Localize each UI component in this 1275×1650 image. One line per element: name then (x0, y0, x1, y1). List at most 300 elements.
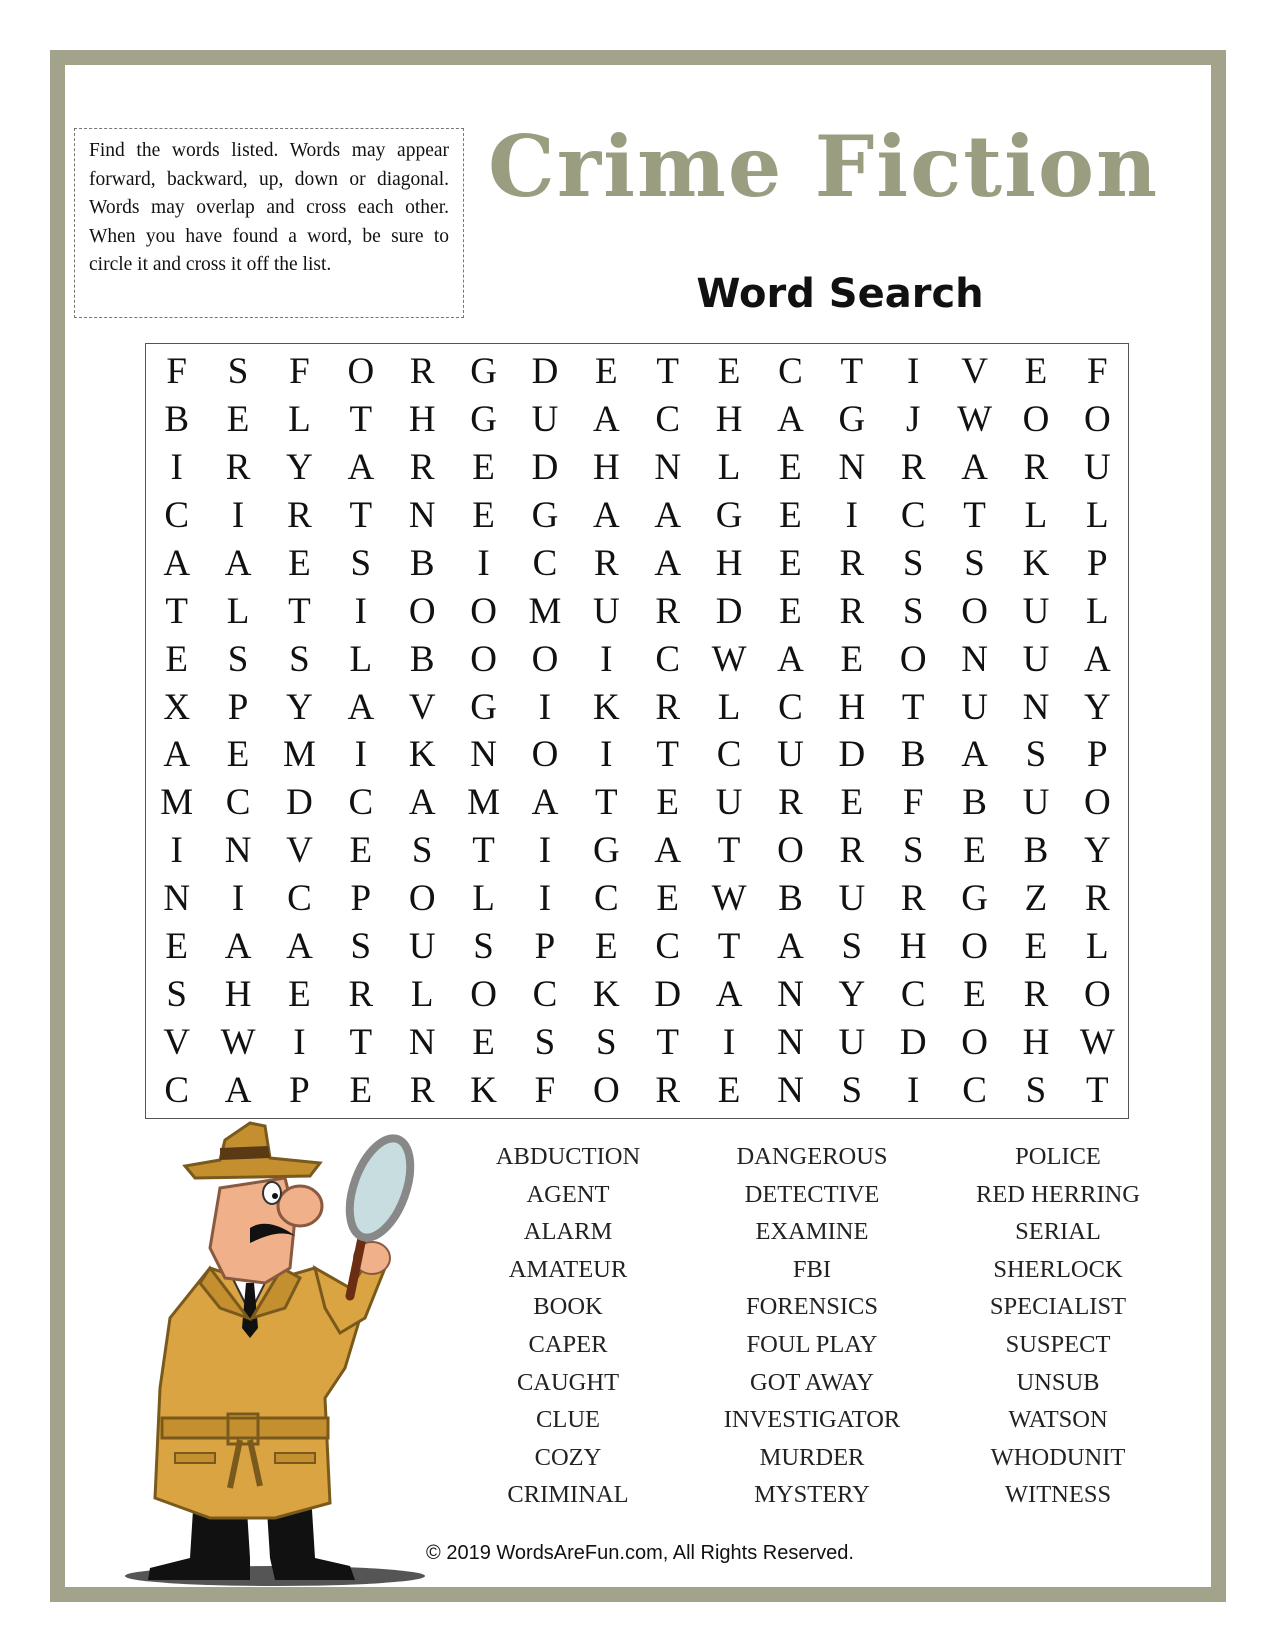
grid-cell[interactable]: R (287, 495, 312, 537)
nose (278, 1186, 322, 1226)
grid-cell[interactable]: V (961, 351, 988, 393)
grid-cell[interactable]: B (962, 782, 987, 824)
grid-cell[interactable]: T (963, 495, 986, 537)
grid-cell[interactable]: R (225, 447, 251, 489)
grid-cell[interactable]: T (595, 782, 618, 824)
word-list-item: SUSPECT (1005, 1330, 1111, 1358)
grid-cell[interactable]: S (964, 542, 985, 584)
grid-cell[interactable]: T (165, 590, 188, 632)
grid-cell[interactable]: C (225, 782, 251, 824)
grid-cell[interactable]: E (963, 973, 986, 1015)
grid-cell[interactable]: O (470, 973, 497, 1015)
grid-cell[interactable]: V (408, 686, 436, 728)
grid-cell[interactable]: S (841, 925, 863, 967)
word-list-item: COZY (534, 1443, 602, 1471)
word-list-item: WHODUNIT (990, 1443, 1126, 1471)
grid-cell[interactable]: R (839, 590, 865, 632)
word-list-item: POLICE (1015, 1143, 1101, 1170)
grid-cell[interactable]: R (655, 590, 681, 632)
word-list-item: FBI (792, 1255, 832, 1283)
grid-cell[interactable]: R (1084, 878, 1110, 920)
word-list-item: DANGEROUS (736, 1143, 888, 1170)
grid-cell[interactable]: V (163, 1021, 191, 1063)
word-list-item: DETECTIVE (744, 1180, 880, 1208)
grid-cell[interactable]: T (901, 686, 925, 728)
word-list-item: UNSUB (1016, 1368, 1100, 1396)
word-list-item: MURDER (759, 1443, 865, 1471)
grid-cell[interactable]: P (350, 878, 372, 920)
grid-cell[interactable]: T (472, 830, 495, 872)
grid-cell[interactable]: A (347, 686, 375, 728)
grid-cell[interactable]: L (288, 399, 311, 441)
grid-cell[interactable]: R (409, 447, 435, 489)
grid-cell[interactable]: I (170, 830, 183, 872)
grid-cell[interactable]: Y (286, 447, 313, 489)
grid-cell[interactable]: L (1086, 495, 1109, 537)
grid-cell[interactable]: C (532, 973, 558, 1015)
grid-cell[interactable]: E (779, 495, 802, 537)
grid-cell[interactable]: W (220, 1021, 256, 1063)
grid-cell[interactable]: C (164, 1069, 190, 1111)
grid-cell[interactable]: I (231, 495, 245, 537)
grid-cell[interactable]: C (655, 399, 681, 441)
grid-cell[interactable]: S (902, 830, 924, 872)
grid-cell[interactable]: T (349, 495, 373, 537)
grid-cell[interactable]: S (166, 973, 187, 1015)
grid-cell[interactable]: S (227, 638, 249, 680)
grid-cell[interactable]: S (350, 925, 372, 967)
grid-cell[interactable]: O (408, 590, 436, 632)
grid-cell[interactable]: F (1087, 351, 1108, 393)
grid-cell[interactable]: A (777, 925, 804, 967)
grid-cell[interactable]: W (711, 638, 747, 680)
grid-cell[interactable]: C (593, 878, 619, 920)
grid-cell[interactable]: I (170, 447, 183, 489)
grid-cell[interactable]: E (963, 830, 986, 872)
word-list-item: SHERLOCK (993, 1255, 1123, 1283)
grid-cell[interactable]: O (470, 638, 497, 680)
grid-cell[interactable]: C (532, 542, 558, 584)
grid-cell[interactable]: A (224, 1069, 252, 1111)
detective-illustration (100, 1118, 445, 1588)
grid-cell[interactable]: V (286, 830, 313, 872)
grid-cell[interactable]: B (409, 638, 435, 680)
grid-cell[interactable]: R (593, 542, 619, 584)
grid-cell[interactable]: H (838, 686, 866, 728)
grid-cell[interactable]: A (592, 495, 620, 537)
grid-cell[interactable]: C (655, 925, 681, 967)
grid-cell[interactable]: R (655, 1069, 681, 1111)
grid-cell[interactable]: E (840, 782, 864, 824)
grid-cell[interactable]: A (715, 973, 743, 1015)
grid-cell[interactable]: E (717, 1069, 741, 1111)
grid-cell[interactable]: O (899, 638, 927, 680)
grid-cell[interactable]: D (838, 734, 866, 776)
grid-cell[interactable]: E (779, 590, 802, 632)
word-list-item: FOUL PLAY (746, 1330, 878, 1358)
grid-cell[interactable]: N (838, 447, 866, 489)
grid-cell[interactable]: H (1022, 1021, 1050, 1063)
grid-cell[interactable]: E (226, 734, 250, 776)
grid-cell[interactable]: E (595, 351, 618, 393)
grid-cell[interactable]: I (293, 1021, 306, 1063)
grid-cell[interactable]: N (777, 1069, 804, 1111)
grid-cell[interactable]: M (160, 782, 194, 824)
grid-cell[interactable]: I (600, 734, 613, 776)
grid-cell[interactable]: C (962, 1069, 987, 1111)
word-list-item: BOOK (533, 1293, 603, 1321)
grid-cell[interactable]: X (163, 686, 191, 728)
grid-cell[interactable]: P (227, 686, 249, 728)
grid-cell[interactable]: I (538, 878, 552, 920)
grid-cell[interactable]: A (163, 734, 191, 776)
grid-cell[interactable]: E (656, 782, 679, 824)
grid-cell[interactable]: R (839, 542, 865, 584)
grid-cell[interactable]: L (226, 590, 250, 632)
page-subtitle: Word Search (696, 271, 984, 317)
grid-cell[interactable]: N (224, 830, 252, 872)
grid-cell[interactable]: R (1023, 973, 1049, 1015)
grid-cell[interactable]: C (778, 351, 803, 393)
grid-cell[interactable]: C (900, 495, 926, 537)
grid-cell[interactable]: C (655, 638, 681, 680)
grid-cell[interactable]: A (654, 542, 682, 584)
grid-cell[interactable]: S (350, 542, 372, 584)
grid-cell[interactable]: I (538, 830, 552, 872)
grid-cell[interactable]: E (779, 542, 802, 584)
word-list-item: SPECIALIST (989, 1293, 1127, 1321)
grid-cell[interactable]: C (164, 495, 190, 537)
grid-cell[interactable]: I (354, 734, 367, 776)
grid-cell[interactable]: G (961, 878, 988, 920)
word-column-1 (438, 1138, 698, 1514)
word-list-item: MYSTERY (754, 1481, 870, 1509)
grid-cell[interactable]: S (227, 351, 249, 393)
grid-cell[interactable]: F (289, 351, 310, 393)
grid-cell[interactable]: T (1086, 1069, 1109, 1111)
grid-cell[interactable]: K (408, 734, 436, 776)
grid-cell[interactable]: S (1025, 1069, 1047, 1111)
grid-cell[interactable]: Y (838, 973, 866, 1015)
grid-cell[interactable]: N (408, 1021, 436, 1063)
word-list-item: CAPER (528, 1330, 608, 1358)
grid-cell[interactable]: O (1083, 399, 1111, 441)
word-list-item: CLUE (536, 1406, 600, 1434)
grid-cell[interactable]: E (1024, 925, 1048, 967)
grid-cell[interactable]: L (717, 686, 741, 728)
magnifier-lens (338, 1130, 422, 1246)
grid-cell[interactable]: G (531, 495, 559, 537)
grid-cell[interactable]: C (287, 878, 312, 920)
grid-cell[interactable]: S (473, 925, 494, 967)
grid-cell[interactable]: N (654, 447, 682, 489)
eye (263, 1182, 281, 1204)
grid-cell[interactable]: D (531, 447, 559, 489)
instructions-box: Find the words listed. Words may appear forward, backward, up, down or diagonal. Words may overlap and cross each other. When you have found a word, be sure to circle it and cross it off the list. (74, 128, 464, 318)
grid-cell[interactable]: R (409, 351, 435, 393)
grid-cell[interactable]: O (592, 1069, 620, 1111)
grid-cell[interactable]: L (1086, 590, 1109, 632)
grid-cell[interactable]: I (600, 638, 613, 680)
grid-cell[interactable]: D (715, 590, 743, 632)
grid-cell[interactable]: S (902, 542, 924, 584)
grid-cell[interactable]: Z (1024, 878, 1048, 920)
grid-cell[interactable]: E (349, 830, 373, 872)
grid-cell[interactable]: O (961, 590, 988, 632)
grid-cell[interactable]: T (717, 830, 741, 872)
grid-cell[interactable]: M (467, 782, 501, 824)
grid-cell[interactable]: T (840, 351, 864, 393)
grid-cell[interactable]: E (226, 399, 250, 441)
grid-cell[interactable]: B (409, 542, 435, 584)
grid-cell[interactable]: L (349, 638, 373, 680)
grid-cell[interactable]: P (1087, 542, 1108, 584)
grid-cell[interactable]: B (778, 878, 803, 920)
word-column-2 (682, 1138, 942, 1514)
grid-cell[interactable]: H (715, 542, 743, 584)
grid-cell[interactable]: U (592, 590, 620, 632)
grid-cell[interactable]: U (1022, 590, 1050, 632)
grid-cell[interactable]: O (470, 590, 497, 632)
grid-cell[interactable]: O (1022, 399, 1050, 441)
grid-cell[interactable]: R (900, 878, 926, 920)
grid-cell[interactable]: S (902, 590, 924, 632)
grid-cell[interactable]: S (596, 1021, 617, 1063)
grid-cell[interactable]: F (166, 351, 187, 393)
grid-cell[interactable]: D (286, 782, 313, 824)
grid-cell[interactable]: S (534, 1021, 556, 1063)
grid-cell[interactable]: U (838, 1021, 866, 1063)
word-list-item: CRIMINAL (507, 1481, 629, 1509)
word-list-item: SERIAL (1015, 1218, 1101, 1246)
grid-cell[interactable]: C (900, 973, 926, 1015)
grid-cell[interactable]: O (408, 878, 436, 920)
grid-cell[interactable]: U (838, 878, 866, 920)
grid-cell[interactable]: A (961, 734, 988, 776)
word-list-item: ABDUCTION (495, 1143, 641, 1170)
grid-cell[interactable]: E (779, 447, 802, 489)
grid-cell[interactable]: G (470, 686, 497, 728)
grid-cell[interactable]: N (1022, 686, 1050, 728)
grid-cell[interactable]: W (957, 399, 993, 441)
grid-cell[interactable]: R (348, 973, 374, 1015)
grid-cell[interactable]: M (282, 734, 316, 776)
grid-cell[interactable]: I (907, 1069, 920, 1111)
grid-cell[interactable]: T (717, 925, 741, 967)
grid-cell[interactable]: R (655, 686, 681, 728)
grid-cell[interactable]: Y (1083, 686, 1111, 728)
grid-cell[interactable]: M (528, 590, 562, 632)
grid-cell[interactable]: R (409, 1069, 435, 1111)
grid-cell[interactable]: S (411, 830, 433, 872)
grid-cell[interactable]: R (839, 830, 865, 872)
word-list-item: CAUGHT (516, 1368, 620, 1396)
grid-cell[interactable]: B (1023, 830, 1049, 872)
grid-cell[interactable]: T (349, 1021, 373, 1063)
grid-cell[interactable]: D (654, 973, 682, 1015)
word-list-item: INVESTIGATOR (723, 1406, 901, 1434)
grid-cell[interactable]: S (1025, 734, 1047, 776)
grid-cell[interactable]: A (961, 447, 988, 489)
grid-cell[interactable]: A (777, 638, 804, 680)
grid-cell[interactable]: I (231, 878, 245, 920)
hat-band (220, 1146, 270, 1160)
page-title: Crime Fiction (488, 117, 1160, 216)
grid-cell[interactable]: U (408, 925, 436, 967)
grid-cell[interactable]: W (711, 878, 747, 920)
grid-cell[interactable]: G (592, 830, 620, 872)
grid-cell[interactable]: I (845, 495, 858, 537)
grid-cell[interactable]: C (348, 782, 374, 824)
grid-cell[interactable]: Y (1083, 830, 1111, 872)
grid-cell[interactable]: A (408, 782, 436, 824)
grid-cell[interactable]: E (840, 638, 864, 680)
grid-cell[interactable]: K (592, 973, 620, 1015)
grid-cell[interactable]: O (1083, 973, 1111, 1015)
grid-cell[interactable]: G (470, 399, 497, 441)
grid-cell[interactable]: A (224, 542, 252, 584)
word-list-item: RED HERRING (975, 1180, 1140, 1208)
grid-cell[interactable]: O (1083, 782, 1111, 824)
grid-cell[interactable]: T (656, 351, 679, 393)
grid-cell[interactable]: A (531, 782, 559, 824)
grid-cell[interactable]: F (534, 1069, 556, 1111)
grid-cell[interactable]: A (347, 447, 375, 489)
grid-cell[interactable]: W (1079, 1021, 1115, 1063)
grid-cell[interactable]: H (592, 447, 620, 489)
grid-cell[interactable]: T (656, 734, 679, 776)
word-list-item: AGENT (526, 1180, 610, 1208)
word-search-grid (145, 343, 1129, 1119)
grid-cell[interactable]: B (164, 399, 190, 441)
grid-cell[interactable]: A (654, 830, 682, 872)
grid-cell[interactable]: E (349, 1069, 373, 1111)
grid-cell[interactable]: P (289, 1069, 310, 1111)
grid-cell[interactable]: U (1022, 638, 1050, 680)
grid-cell[interactable]: F (902, 782, 924, 824)
grid-cell[interactable]: R (900, 447, 926, 489)
grid-cell[interactable]: C (778, 686, 803, 728)
grid-cell[interactable]: A (654, 495, 682, 537)
word-list-item: WATSON (1008, 1406, 1108, 1434)
grid-cell[interactable]: A (777, 399, 804, 441)
grid-cell[interactable]: A (1083, 638, 1111, 680)
grid-cell[interactable]: H (715, 399, 743, 441)
grid-cell[interactable]: E (595, 925, 618, 967)
grid-cell[interactable]: O (961, 1021, 988, 1063)
grid-cell[interactable]: G (470, 351, 497, 393)
grid-cell[interactable]: U (531, 399, 559, 441)
grid-cell[interactable]: N (777, 973, 804, 1015)
grid-cell[interactable]: G (715, 495, 743, 537)
word-column-3 (928, 1138, 1188, 1514)
word-list-item: EXAMINE (755, 1218, 869, 1246)
grid-cell[interactable]: E (472, 1021, 495, 1063)
word-list-item: AMATEUR (508, 1255, 628, 1283)
grid-cell[interactable]: C (716, 734, 742, 776)
grid-cell[interactable]: I (477, 542, 490, 584)
grid-cell[interactable]: N (777, 1021, 804, 1063)
grid-cell[interactable]: E (165, 638, 188, 680)
grid-cell[interactable]: I (538, 686, 552, 728)
grid-cell[interactable]: H (899, 925, 927, 967)
grid-cell[interactable]: I (354, 590, 367, 632)
grid-cell[interactable]: T (349, 399, 373, 441)
grid-cell[interactable]: J (905, 399, 921, 441)
grid-cell[interactable]: E (656, 878, 679, 920)
grid-cell[interactable]: E (717, 351, 741, 393)
grid-cell[interactable]: A (163, 542, 191, 584)
grid-cell[interactable]: O (347, 351, 375, 393)
grid-cell[interactable]: L (410, 973, 434, 1015)
grid-cell[interactable]: O (777, 830, 804, 872)
word-list-item: FORENSICS (745, 1293, 879, 1321)
grid-cell[interactable]: U (1022, 782, 1050, 824)
word-list-item: GOT AWAY (750, 1368, 874, 1396)
grid-cell[interactable]: A (286, 925, 313, 967)
grid-cell[interactable]: Y (286, 686, 313, 728)
grid-cell[interactable]: G (838, 399, 866, 441)
grid-cell[interactable]: E (165, 925, 188, 967)
grid-cell[interactable]: R (778, 782, 803, 824)
grid-cell[interactable]: A (592, 399, 620, 441)
grid-cell[interactable]: I (722, 1021, 736, 1063)
grid-cell[interactable]: S (289, 638, 310, 680)
grid-cell[interactable]: H (408, 399, 436, 441)
grid-cell[interactable]: K (1022, 542, 1050, 584)
grid-cell[interactable]: U (1083, 447, 1111, 489)
grid-cell[interactable]: N (470, 734, 497, 776)
grid-cell[interactable]: L (717, 447, 741, 489)
coat-belt (162, 1418, 328, 1438)
grid-cell[interactable]: N (961, 638, 988, 680)
grid-cell[interactable]: A (224, 925, 252, 967)
word-list-item: ALARM (523, 1218, 613, 1246)
grid-cell[interactable]: E (472, 447, 495, 489)
grid-cell[interactable]: E (288, 542, 311, 584)
grid-cell[interactable]: R (1023, 447, 1049, 489)
grid-cell[interactable]: E (472, 495, 495, 537)
grid-cell[interactable]: U (777, 734, 804, 776)
grid-cell[interactable]: I (907, 351, 920, 393)
grid-cell[interactable]: E (288, 973, 311, 1015)
grid-cell[interactable]: N (408, 495, 436, 537)
grid-cell[interactable]: S (841, 1069, 863, 1111)
grid-cell[interactable]: P (534, 925, 556, 967)
word-list-item: WITNESS (1004, 1481, 1112, 1509)
grid-cell[interactable]: H (224, 973, 252, 1015)
grid-cell[interactable]: O (531, 638, 559, 680)
grid-cell[interactable]: L (472, 878, 495, 920)
grid-cell[interactable]: L (1086, 925, 1109, 967)
grid-cell[interactable]: L (1024, 495, 1048, 537)
copyright-footer: © 2019 WordsAreFun.com, All Rights Reserved. (426, 1542, 854, 1564)
grid-cell[interactable]: D (899, 1021, 927, 1063)
grid-cell[interactable]: K (592, 686, 620, 728)
grid-cell[interactable]: B (900, 734, 926, 776)
grid-cell[interactable]: P (1087, 734, 1108, 776)
grid-cell[interactable]: E (1024, 351, 1048, 393)
grid-cell[interactable]: O (961, 925, 988, 967)
grid-cell[interactable]: T (288, 590, 311, 632)
grid-cell[interactable]: U (715, 782, 743, 824)
grid-cell[interactable]: U (961, 686, 988, 728)
grid-cell[interactable]: T (656, 1021, 679, 1063)
grid-cell[interactable]: O (531, 734, 559, 776)
grid-cell[interactable]: D (531, 351, 559, 393)
grid-cell[interactable]: K (470, 1069, 497, 1111)
grid-cell[interactable]: N (163, 878, 191, 920)
